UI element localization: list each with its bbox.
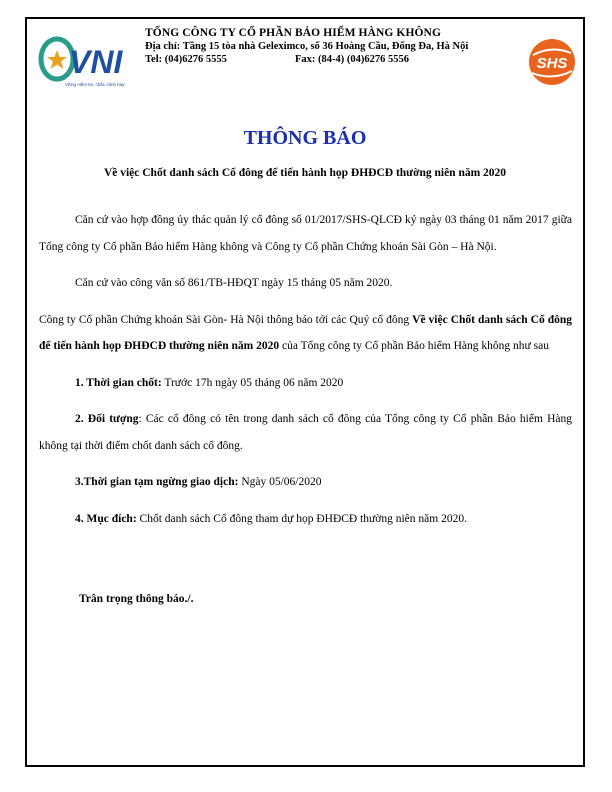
announcement-start: Công ty Cổ phần Chứng khoán Sài Gòn- Hà Nội thông báo tới các Quý cổ đông <box>39 313 413 326</box>
announcement-subject: Về việc Chốt danh sách Cổ đông để tiến hành họp ĐHĐCĐ thường niên năm 2020 <box>39 313 572 352</box>
item-purpose <box>39 506 572 533</box>
shs-logo <box>527 37 577 87</box>
vni-logo-text: VNI <box>69 44 123 80</box>
item-label: 4. Mục đích: <box>75 512 137 525</box>
notice-body <box>39 207 572 542</box>
item-label: 2. Đối tượng <box>75 413 139 425</box>
notice-subtitle: Về việc Chốt danh sách Cổ đông để tiến hành họp ĐHĐCĐ thường niên năm 2020 <box>103 167 507 179</box>
company-address: Địa chỉ: Tầng 15 tòa nhà Geleximco, số 36 Hoàng Cầu, Đống Đa, Hà Nội <box>145 41 469 52</box>
announcement-end: của Tổng công ty Cổ phần Bảo hiểm Hàng không như sau <box>279 340 549 352</box>
paragraph-basis-contract: Căn cứ vào hợp đồng ủy thác quản lý cổ đông số 01/2017/SHS-QLCĐ ký ngày 03 tháng 01 năm 2017 giữa Tổng công ty Cổ phần Bảo hiểm Hàng không và Công ty Cổ phần Chứng khoán Sài Gòn – Hà Nội. <box>39 214 572 253</box>
item-label: 1. Thời gian chốt: <box>75 376 162 389</box>
item-text: Chốt danh sách Cổ đông tham dự họp ĐHĐCĐ thường niên năm 2020. <box>136 512 467 525</box>
closing-line: Trân trọng thông báo./. <box>79 593 194 605</box>
item-suspension <box>39 469 572 496</box>
document-frame <box>25 17 585 767</box>
item-text: Trước 17h ngày 05 tháng 06 năm 2020 <box>161 376 344 389</box>
item-target <box>39 406 572 459</box>
item-record-time <box>39 370 572 397</box>
item-text: : Các cổ đông có tên trong danh sách cổ đông của Tổng công ty Cổ phần Bảo hiểm Hàng không tại thời điểm chốt danh sách cổ đông. <box>39 413 572 452</box>
company-tel: Tel: (04)6276 5555 <box>145 54 227 65</box>
company-fax: Fax: (84-4) (04)6276 5556 <box>295 54 410 65</box>
company-name: TỔNG CÔNG TY CỔ PHẦN BẢO HIỂM HÀNG KHÔNG <box>145 27 441 39</box>
paragraph-basis-letter: Căn cứ vào công văn số 861/TB-HĐQT ngày 15 tháng 05 năm 2020. <box>75 277 393 289</box>
item-label: 3.Thời gian tạm ngừng giao dịch: <box>75 476 239 488</box>
shs-logo-text: SHS <box>536 55 568 72</box>
notice-title: THÔNG BÁO <box>243 127 367 149</box>
company-info <box>145 27 525 66</box>
vni-logo-slogan: Vững niềm tin, chắc cánh bay <box>65 82 125 87</box>
paragraph-announcement <box>39 307 572 360</box>
item-text: Ngày 05/06/2020 <box>238 476 322 488</box>
vni-logo <box>37 33 131 89</box>
letterhead <box>37 27 577 89</box>
